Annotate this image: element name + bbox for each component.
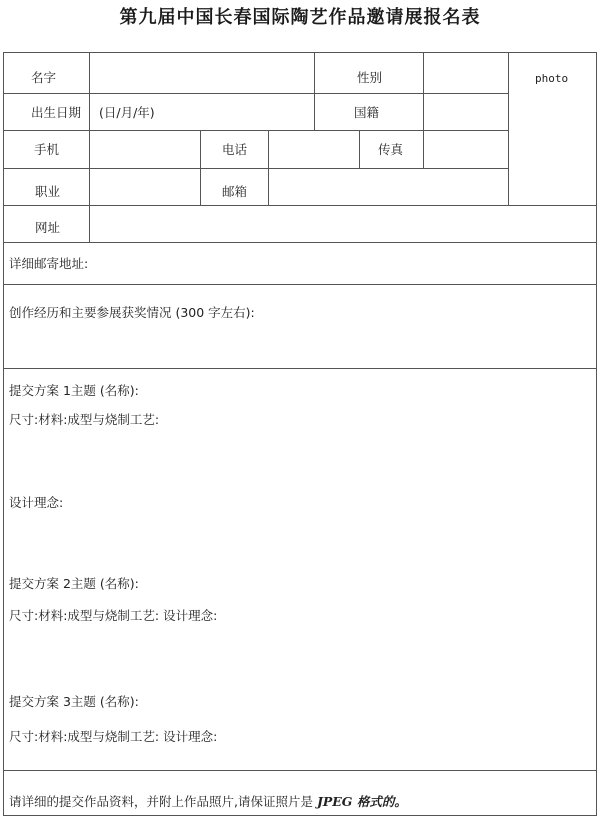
website-field[interactable] [90,206,596,242]
proposal3-title-label: 提交方案 3主题 (名称): [9,694,139,709]
email-label: 邮箱 [222,184,248,199]
name-field[interactable] [90,53,314,93]
fax-field[interactable] [424,131,508,168]
footer-format-text: JPEG 格式的。 [316,794,407,809]
resume-field[interactable] [4,322,596,368]
col-divider [359,130,360,168]
row-divider [3,368,597,369]
resume-label: 创作经历和主要参展获奖情况 (300 字左右): [9,305,255,320]
col-divider [314,52,315,130]
birthdate-field[interactable] [160,94,314,130]
gender-label: 性别 [357,70,383,85]
mobile-label: 手机 [34,142,60,157]
footer-note-text: 请详细的提交作品资料，并附上作品照片,请保证照片是 [9,794,313,809]
gender-field[interactable] [424,53,508,93]
mobile-field[interactable] [90,131,200,168]
birthdate-hint: (日/月/年) [99,105,155,120]
row-divider [3,284,597,285]
proposal3-specs-label: 尺寸:材料:成型与烧制工艺: 设计理念: [9,729,218,744]
occupation-field[interactable] [90,169,200,205]
nationality-label: 国籍 [354,105,380,120]
nationality-field[interactable] [424,94,508,130]
proposal2-title-label: 提交方案 2主题 (名称): [9,576,139,591]
address-label: 详细邮寄地址: [9,256,89,271]
col-divider [200,130,201,205]
proposal1-specs-label: 尺寸:材料:成型与烧制工艺: [9,412,160,427]
website-label: 网址 [35,220,61,235]
fax-label: 传真 [378,142,404,157]
phone-field[interactable] [269,131,359,168]
phone-label: 电话 [222,142,248,157]
proposal1-concept-label: 设计理念: [9,495,64,510]
occupation-label: 职业 [35,184,61,199]
footer-note [9,795,407,809]
name-label: 名字 [31,70,57,85]
row-divider [3,770,597,771]
photo-field[interactable] [509,53,596,205]
form-title: 第九届中国长春国际陶艺作品邀请展报名表 [119,7,481,28]
birthdate-label: 出生日期 [31,105,82,120]
email-field[interactable] [269,169,508,205]
proposal1-title-label: 提交方案 1主题 (名称): [9,383,139,398]
address-field[interactable] [100,243,596,284]
photo-label: photo [535,72,569,85]
proposal2-specs-label: 尺寸:材料:成型与烧制工艺: 设计理念: [9,608,218,623]
